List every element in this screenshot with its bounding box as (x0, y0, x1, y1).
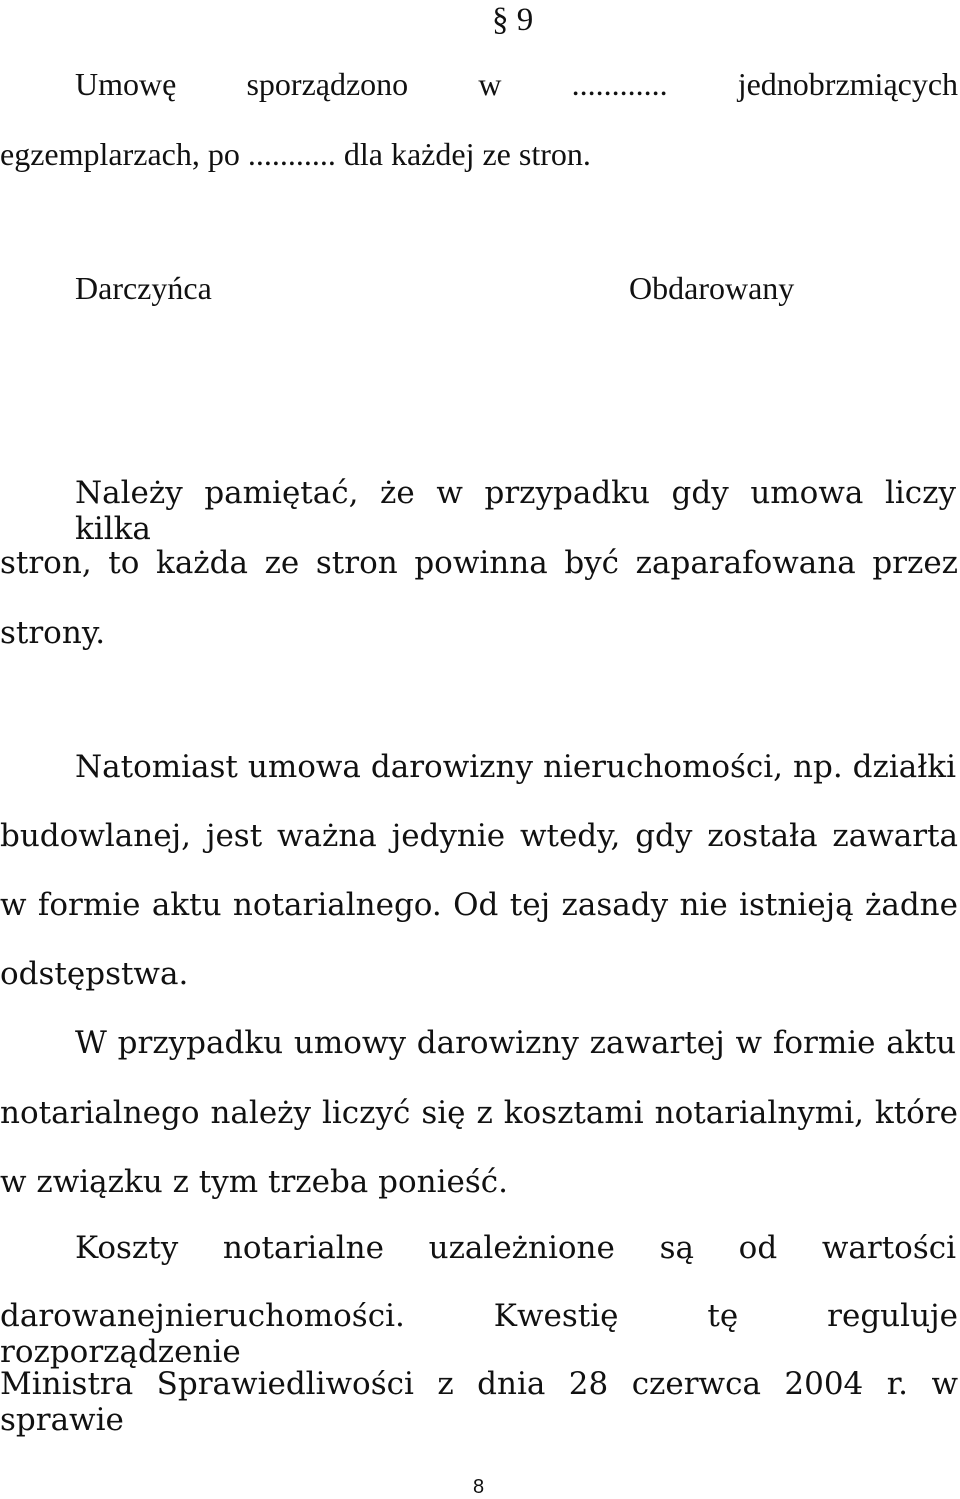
note-property-line-2: budowlanej, jest ważna jedynie wtedy, gdy została zawarta (0, 818, 958, 854)
word: jednobrzmiących (737, 66, 959, 102)
word: notarialne (222, 1230, 384, 1266)
blank-dots: ............ (571, 66, 668, 102)
note-property-line-4: odstępstwa. (0, 956, 189, 992)
note-property-line-3: w formie aktu notarialnego. Od tej zasady nie istnieją żadne (0, 887, 958, 923)
note-notary-line-3: w związku z tym trzeba ponieść. (0, 1164, 508, 1200)
page-number: 8 (473, 1476, 485, 1498)
note-notary-line-1: W przypadku umowy darowizny zawartej w formie aktu (75, 1025, 956, 1061)
contract-copies-line-1 (75, 66, 958, 102)
note-pages-line-2: stron, to każda ze stron powinna być zaparafowana przez (0, 545, 958, 581)
donor-signature-label: Darczyńca (75, 270, 212, 306)
note-property-line-1: Natomiast umowa darowizny nieruchomości, np. działki (75, 749, 956, 785)
word: Koszty (75, 1230, 179, 1266)
word: w (478, 66, 502, 102)
note-costs-line-2: darowanejnieruchomości. Kwestię tę reguluje rozporządzenie (0, 1298, 958, 1370)
note-costs-line-1 (75, 1230, 956, 1266)
word: wartości (821, 1230, 957, 1266)
section-number: § 9 (492, 2, 534, 38)
donee-signature-label: Obdarowany (629, 270, 795, 306)
word: uzależnione (428, 1230, 615, 1266)
word: sporządzono (246, 66, 409, 102)
word: od (738, 1230, 778, 1266)
note-costs-line-3: Ministra Sprawiedliwości z dnia 28 czerwca 2004 r. w sprawie (0, 1366, 958, 1438)
note-pages-line-3: strony. (0, 615, 106, 651)
contract-copies-line-2: egzemplarzach, po ........... dla każdej ze stron. (0, 136, 591, 172)
note-notary-line-2: notarialnego należy liczyć się z kosztami notarialnymi, które (0, 1095, 958, 1131)
word: Umowę (75, 66, 177, 102)
word: są (659, 1230, 694, 1266)
note-pages-line-1: Należy pamiętać, że w przypadku gdy umowa liczy kilka (75, 475, 956, 547)
